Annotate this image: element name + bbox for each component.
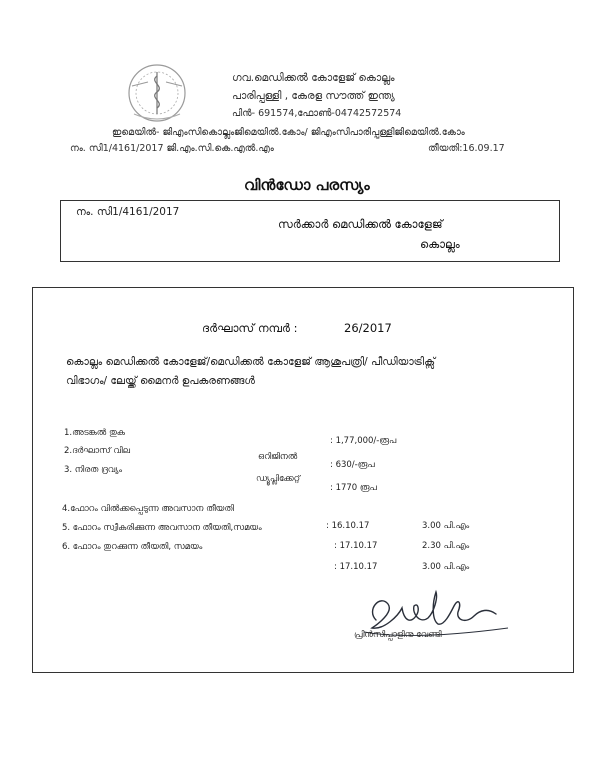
row-deposit-label: 3. നിരത ദ്രവ്യം	[64, 465, 123, 475]
row-tender-price-value: : 630/-രൂപ	[330, 460, 375, 470]
letterhead-date: തീയതി:16.09.17	[428, 143, 505, 154]
row-estimate-value: : 1,77,000/-രൂപ	[330, 436, 397, 446]
office-box-place: കൊല്ലം	[420, 237, 460, 251]
schedule-sale-date: : 16.10.17	[326, 521, 370, 531]
letterhead-pin-phone: പിൻ- 691574,ഫോൺ-04742572574	[232, 108, 402, 119]
letterhead-college-name: ഗവ.മെഡിക്കൽ കോളേജ് കൊല്ലം	[232, 72, 395, 84]
schedule-sale-time: 3.00 പി.എം	[422, 521, 470, 531]
schedule-receipt-label: 5. ഫോറം സ്വീകരിക്കുന്ന അവസാന തീയതി,സമയം	[62, 523, 262, 533]
schedule-receipt-time: 2.30 പി.എം	[422, 541, 470, 551]
row-estimate-label: 1.അടങ്കൽ തുക	[64, 428, 125, 438]
letterhead-email: ഇമെയിൽ- ജിഎംസികൊല്ലംജിമെയിൽ.കോം/ ജിഎംസിപാരിപ്പള്ളിജിമെയിൽ.കോം	[112, 127, 465, 138]
signatory-designation: പ്രിൻസിപ്പാളിനു വേണ്ടി	[354, 630, 442, 640]
row-deposit-value: : 1770 രൂപ	[330, 483, 377, 493]
tender-subject-line2: വിഭാഗം/ ലേയ്ക്ക് മൈനർ ഉപകരണങ്ങൾ	[66, 375, 255, 387]
tender-subject-line1: കൊല്ലം മെഡിക്കൽ കോളേജ്/മെഡിക്കൽ കോളേജ് ആശുപത്രി/ പീഡിയാട്രിക്സ്	[66, 356, 436, 368]
letterhead-reference-number: നം. സി1/4161/2017 ജി.എം.സി.കെ.എൽ.എം	[70, 143, 274, 154]
college-emblem-seal	[118, 58, 196, 128]
row-tender-price-label: 2.ദർഘാസ് വില	[64, 446, 130, 456]
schedule-opening-label: 6. ഫോറം തുറക്കുന്ന തീയതി, സമയം	[62, 542, 203, 552]
tender-heading-label: ദർഘാസ് നമ്പർ :	[202, 321, 298, 335]
row-tender-price-sub: ഒറിജിനൽ	[258, 452, 298, 462]
schedule-receipt-date: : 17.10.17	[334, 541, 378, 551]
office-box-ref: നം. സി1/4161/2017	[76, 206, 180, 218]
schedule-opening-time: 3.00 പി.എം	[422, 562, 470, 572]
schedule-sale-label: 4.ഫോറം വിൽക്കപ്പെടുന്ന അവസാന തീയതി	[62, 504, 234, 514]
row-deposit-sub: ഡ്യൂപ്ലിക്കേറ്റ്	[256, 474, 301, 484]
tender-heading-number: 26/2017	[344, 321, 392, 335]
schedule-opening-date: : 17.10.17	[334, 562, 378, 572]
letterhead-address: പാരിപ്പള്ളി , കേരള സൗത്ത് ഇന്ത്യ	[232, 90, 395, 102]
office-box-office-name: സർക്കാർ മെഡിക്കൽ കോളേജ്	[278, 217, 443, 231]
notice-title: വിൻഡോ പരസ്യം	[244, 176, 370, 194]
